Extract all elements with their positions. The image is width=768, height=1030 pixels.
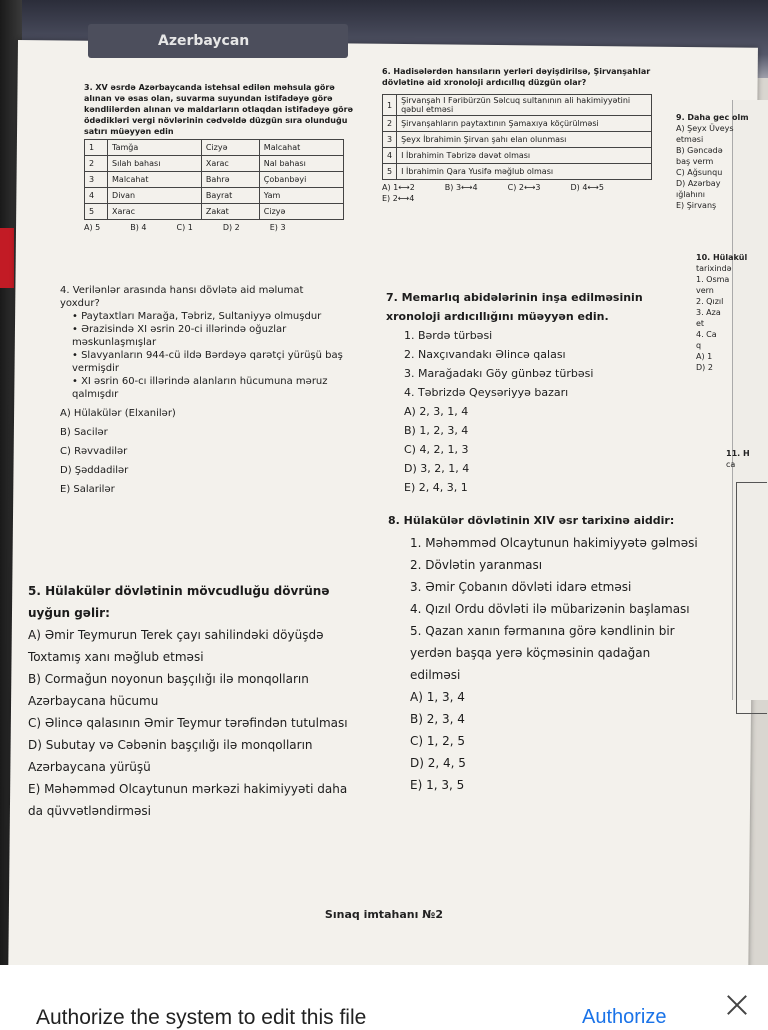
table-row (383, 116, 652, 132)
table-cell: Sılah bahası (108, 156, 202, 172)
permission-message: Authorize the system to edit this file (36, 1006, 367, 1029)
table-cell: Cizyə (201, 140, 259, 156)
question-8-items (388, 532, 698, 796)
strip-line: 10. Hülakül (696, 253, 748, 262)
answer-option[interactable]: B) Cormağun noyonun başçılığı ilə monqolların Azərbaycana hücumu (28, 672, 309, 708)
question-5-title: 5. Hülakülər dövlətinin mövcudluğu dövrünə uyğun gəlir: (28, 584, 330, 620)
bullet-item: • Ərazisində XI əsrin 20-ci illərində oğuzlar məskunlaşmışlar (72, 324, 287, 348)
right-strip-q10 (696, 252, 766, 373)
question-3-table (84, 139, 344, 220)
strip-line: B) Gəncədə (676, 146, 723, 155)
answer-option[interactable]: C) Rəvvadilər (60, 446, 128, 457)
answer-option[interactable]: A) Əmir Teymurun Terek çayı sahilindəki döyüşdə Toxtamış xanı məğlub etməsi (28, 628, 324, 664)
answer-option[interactable]: C) 1 (176, 223, 193, 232)
answer-option[interactable]: E) 2⟷4 (382, 194, 415, 203)
strip-line: 3. Aza (696, 308, 721, 317)
table-cell: Yam (259, 188, 343, 204)
answer-option[interactable]: D) 4⟷5 (570, 183, 604, 192)
bullet-text: Paytaxtları Marağa, Təbriz, Sultaniyyə olmuşdur (81, 311, 322, 322)
table-row (383, 95, 652, 116)
list-item: 3. Marağadakı Göy günbəz türbəsi (404, 367, 594, 380)
question-3 (84, 82, 354, 233)
strip-line: D) 2 (696, 363, 713, 372)
strip-line: q (696, 341, 702, 350)
answer-option[interactable]: B) 1, 2, 3, 4 (404, 424, 469, 437)
strip-line: tarixində (696, 264, 732, 273)
table-row (85, 204, 344, 220)
table-cell: Cizyə (259, 204, 343, 220)
table-cell: 3 (85, 172, 108, 188)
table-cell: Şirvanşah I Fəribürzün Səlcuq sultanının ali hakimiyyətini qəbul etməsi (397, 95, 652, 116)
answer-option[interactable]: D) 2 (222, 223, 240, 232)
table-cell: 5 (383, 164, 397, 180)
answer-option[interactable]: C) Əlincə qalasının Əmir Teymur tərəfindən tutulması (28, 716, 348, 730)
strip-line: et (696, 319, 705, 328)
strip-line: E) Şirvanş (676, 201, 717, 210)
table-cell: Şeyx İbrahimin Şirvan şahı elan olunması (397, 132, 652, 148)
answer-option[interactable]: A) Hülakülər (Elxanilər) (60, 408, 176, 419)
question-7-items (386, 326, 656, 497)
answer-option[interactable]: D) Subutay və Cəbənin başçılığı ilə monqolların Azərbaycana yürüşü (28, 738, 313, 774)
answer-option[interactable]: B) Sacilər (60, 427, 108, 438)
table-row (383, 148, 652, 164)
list-item: 1. Bərdə türbəsi (404, 329, 493, 342)
right-strip-q9 (676, 112, 766, 211)
table-cell: Tamğa (108, 140, 202, 156)
answer-option[interactable]: B) 3⟷4 (444, 183, 478, 192)
answer-option[interactable]: A) 1, 3, 4 (410, 690, 465, 704)
question-7 (386, 288, 656, 497)
question-7-title: 7. Memarlıq abidələrinin inşa edilməsinin xronoloji ardıcıllığını müəyyən edin. (386, 291, 643, 323)
authorize-button[interactable]: Authorize (582, 1006, 667, 1028)
question-4-answers (60, 404, 360, 499)
table-row (85, 140, 344, 156)
strip-line: C) Ağsunqu (676, 168, 723, 177)
table-row (85, 172, 344, 188)
table-cell: I İbrahimin Qara Yusifə məğlub olması (397, 164, 652, 180)
answer-option[interactable]: D) 2, 4, 5 (410, 756, 466, 770)
table-cell: Malcahat (259, 140, 343, 156)
table-row (383, 164, 652, 180)
answer-option[interactable]: E) 3 (269, 223, 286, 232)
answer-option[interactable]: C) 1, 2, 5 (410, 734, 466, 748)
question-8-title: 8. Hülakülər dövlətinin XIV əsr tarixinə aiddir: (388, 514, 675, 527)
table-cell: Çobanbəyi (259, 172, 343, 188)
answer-option[interactable]: C) 2⟷3 (507, 183, 541, 192)
answer-option[interactable]: A) 2, 3, 1, 4 (404, 405, 469, 418)
list-item: 4. Qızıl Ordu dövləti ilə mübarizənin başlaması (410, 602, 690, 616)
answer-option[interactable]: E) Salarilər (60, 484, 115, 495)
question-6 (382, 66, 662, 204)
answer-option[interactable]: E) 2, 4, 3, 1 (404, 481, 468, 494)
table-row (383, 132, 652, 148)
table-cell: Bahrə (201, 172, 259, 188)
strip-line: etməsi (676, 135, 704, 144)
strip-line: 1. Osma (696, 275, 730, 284)
list-item: 3. Əmir Çobanın dövləti idarə etməsi (410, 580, 632, 594)
list-item: 2. Naxçıvandakı Əlincə qalası (404, 348, 566, 361)
bullet-item: • Paytaxtları Marağa, Təbriz, Sultaniyyə olmuşdur (72, 311, 322, 322)
answer-option[interactable]: E) Məhəmməd Olcaytunun mərkəzi hakimiyyəti daha da qüvvətləndirməsi (28, 782, 348, 818)
strip-line: A) Şeyx Üveys (676, 124, 734, 133)
table-cell: Xarac (108, 204, 202, 220)
table-cell: 4 (383, 148, 397, 164)
strip-line: A) 1 (696, 352, 713, 361)
strip-line: vern (696, 286, 714, 295)
answer-option[interactable]: A) 1⟷2 (382, 183, 415, 192)
list-item: 5. Qazan xanın fərmanına görə kəndlinin bir yerdən başqa yerə köçməsinin qadağan edilməsi (410, 624, 675, 682)
page-footer: Sınaq imtahanı №2 (324, 908, 444, 921)
table-cell: Bayrat (201, 188, 259, 204)
answer-option[interactable]: D) 3, 2, 1, 4 (404, 462, 470, 475)
list-item: 2. Dövlətin yaranması (410, 558, 543, 572)
table-cell: 3 (383, 132, 397, 148)
list-item: 4. Təbrizdə Qeysəriyyə bazarı (404, 386, 569, 399)
table-cell: 1 (383, 95, 397, 116)
question-6-table (382, 94, 652, 180)
strip-line: D) Azərbay (676, 179, 721, 188)
list-item: 1. Məhəmməd Olcaytunun hakimiyyətə gəlməsi (410, 536, 698, 550)
question-4-title: 4. Verilənlər arasında hansı dövlətə aid məlumat yoxdur? (60, 285, 304, 309)
answer-option[interactable]: E) 1, 3, 5 (410, 778, 465, 792)
table-cell: Malcahat (108, 172, 202, 188)
bullet-text: XI əsrin 60-cı illərində alanların hücumuna məruz qalmışdır (72, 376, 328, 400)
table-cell: Şirvanşahların paytaxtının Şamaxıya köçürülməsi (397, 116, 652, 132)
strip-line: 4. Ca (696, 330, 717, 339)
question-4-bullets (60, 310, 360, 401)
bullet-item: • Slavyanların 944-cü ildə Bərdəyə qarətçi yürüşü baş vermişdir (72, 350, 343, 374)
header-logo: Azerbaycan (88, 24, 348, 58)
bullet-text: Slavyanların 944-cü ildə Bərdəyə qarətçi yürüşü baş vermişdir (72, 350, 343, 374)
table-cell: Xarac (201, 156, 259, 172)
question-3-answers (84, 222, 354, 233)
answer-option[interactable]: C) 4, 2, 1, 3 (404, 443, 469, 456)
bullet-text: Ərazisində XI əsrin 20-ci illərində oğuzlar məskunlaşmışlar (72, 324, 287, 348)
answer-option[interactable]: A) 5 (84, 223, 101, 232)
question-6-answers (382, 182, 662, 204)
table-cell: 2 (85, 156, 108, 172)
close-icon[interactable] (722, 990, 752, 1020)
answer-option[interactable]: D) Şəddadilər (60, 465, 129, 476)
bullet-item: • XI əsrin 60-cı illərində alanların hücumuna məruz qalmışdır (72, 376, 328, 400)
right-strip-q11 (726, 448, 768, 470)
table-row (85, 188, 344, 204)
question-4 (60, 284, 360, 499)
table-cell: Zakat (201, 204, 259, 220)
red-bookmark (0, 228, 14, 288)
strip-line: 11. H (726, 449, 750, 458)
table-cell: I İbrahimin Təbrizə dəvət olması (397, 148, 652, 164)
answer-option[interactable]: B) 2, 3, 4 (410, 712, 465, 726)
strip-line: ca (726, 460, 736, 469)
table-cell: 2 (383, 116, 397, 132)
question-3-title: 3. XV əsrdə Azərbaycanda istehsal edilən məhsula görə alınan və əsas olan, suvarma suyundan istifadəyə görə kəndlilərdən alınan və maldarların otlaqdan istifadəyə görə ödədikləri vergi növlərinin cədvəldə düzgün sıra olunduğu satırı müəyyən edin (84, 83, 354, 136)
question-5 (28, 580, 348, 822)
answer-option[interactable]: B) 4 (130, 223, 147, 232)
strip-line: baş verm (676, 157, 714, 166)
right-strip-table (736, 482, 767, 714)
question-8 (388, 510, 698, 796)
table-cell: 4 (85, 188, 108, 204)
strip-line: 2. Qızıl (696, 297, 724, 306)
question-6-title: 6. Hadisələrdən hansıların yerləri dəyişdirilsə, Şirvanşahlar dövlətinə aid xronoloji ardıcıllıq düzgün olar? (382, 67, 651, 87)
table-row (85, 156, 344, 172)
table-cell: 1 (85, 140, 108, 156)
table-cell: Divan (108, 188, 202, 204)
table-cell: 5 (85, 204, 108, 220)
strip-line: ığlahını (676, 190, 706, 199)
table-cell: Nal bahası (259, 156, 343, 172)
strip-line: 9. Daha gec olm (676, 113, 749, 122)
